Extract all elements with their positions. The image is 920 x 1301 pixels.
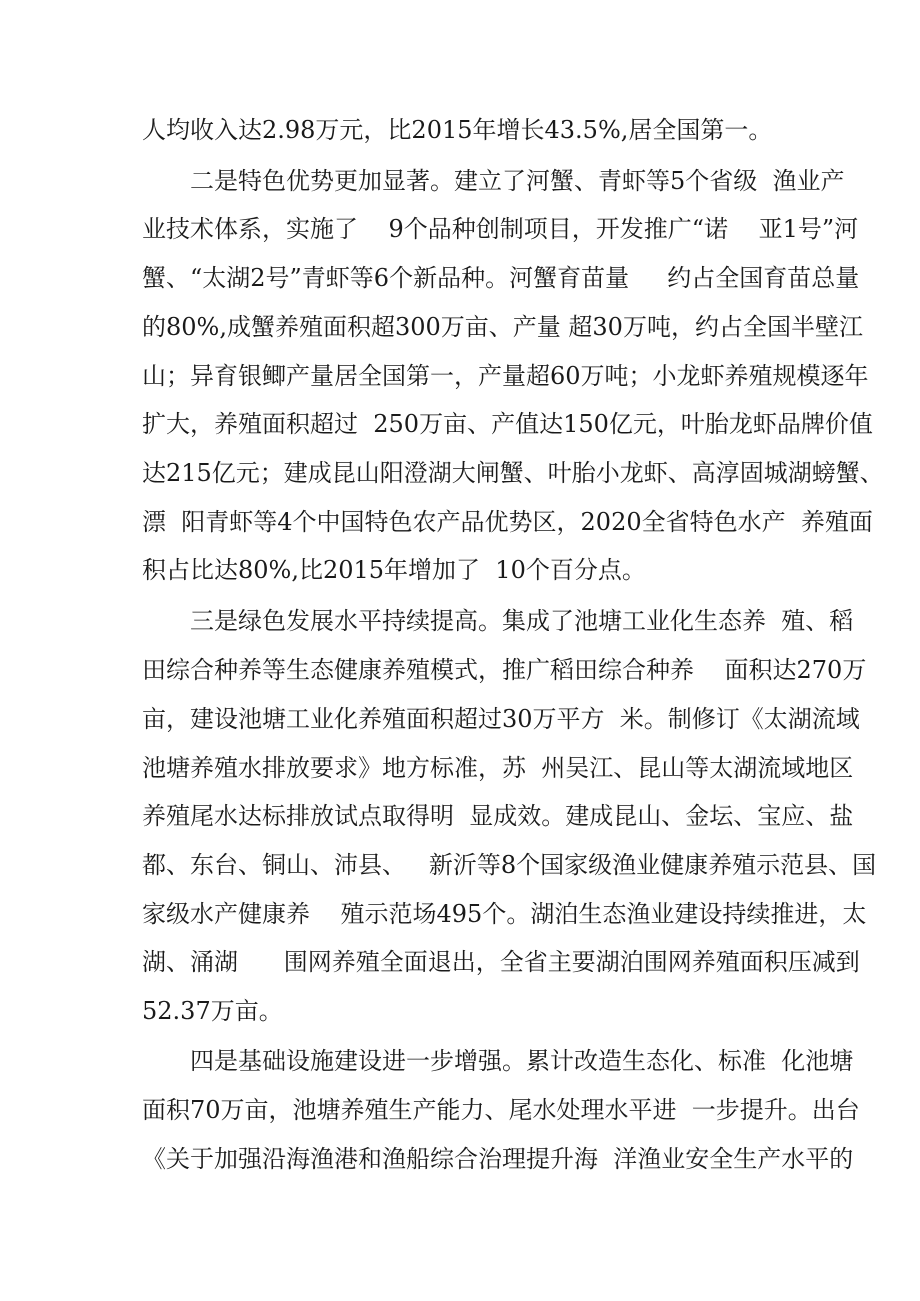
paragraph-start: 三是绿色发展水平持续提高。集成了池塘工业化生态养 殖、稻 (190, 607, 854, 635)
text-line: 《关于加强沿海渔港和渔船综合治理提升海 洋渔业安全生产水平的 (142, 1145, 854, 1173)
paragraph-start: 四是基础设施建设进一步增强。累计改造生态化、标准 化池塘 (190, 1047, 854, 1075)
text-line: 扩大，养殖面积超过 250万亩、产值达150亿元，叶胎龙虾品牌价值 (142, 410, 873, 438)
text-line: 亩，建设池塘工业化养殖面积超过30万平方 米。制修订《太湖流域 (142, 705, 860, 733)
text-line: 业技术体系，实施了 9个品种创制项目，开发推广“诺 亚1号”河 (142, 215, 859, 243)
paragraph-start: 二是特色优势更加显著。建立了河蟹、青虾等5个省级 渔业产 (190, 167, 845, 195)
text-line: 积占比达80%,比2015年增加了 10个百分点。 (142, 556, 646, 584)
text-line: 田综合种养等生态健康养殖模式，推广稻田综合种养 面积达270万 (142, 656, 867, 684)
text-line: 都、东台、铜山、沛县、 新沂等8个国家级渔业健康养殖示范县、国 (142, 851, 877, 879)
text-line: 漂 阳青虾等4个中国特色农产品优势区，2020全省特色水产 养殖面 (142, 508, 873, 536)
text-line: 人均收入达2.98万元，比2015年增长43.5%,居全国第一。 (142, 116, 773, 144)
text-line: 达215亿元；建成昆山阳澄湖大闸蟹、叶胎小龙虾、高淳固城湖螃蟹、 (142, 459, 884, 487)
text-line: 养殖尾水达标排放试点取得明 显成效。建成昆山、金坛、宝应、盐 (142, 802, 854, 830)
text-line: 52.37万亩。 (142, 997, 283, 1025)
text-line: 面积70万亩，池塘养殖生产能力、尾水处理水平进 一步提升。出台 (142, 1096, 860, 1124)
text-line: 的80%,成蟹养殖面积超300万亩、产量 超30万吨，约占全国半壁江 (142, 313, 863, 341)
text-line: 山；异育银鲫产量居全国第一，产量超60万吨；小龙虾养殖规模逐年 (142, 362, 869, 390)
text-line: 湖、涌湖 围网养殖全面退出，全省主要湖泊围网养殖面积压减到 (142, 948, 860, 976)
text-line: 蟹、“太湖2号”青虾等6个新品种。河蟹育苗量 约占全国育苗总量 (142, 264, 860, 292)
text-line: 家级水产健康养 殖示范场495个。湖泊生态渔业建设持续推进，太 (142, 900, 867, 928)
text-line: 池塘养殖水排放要求》地方标准，苏 州吴江、昆山等太湖流域地区 (142, 754, 854, 782)
